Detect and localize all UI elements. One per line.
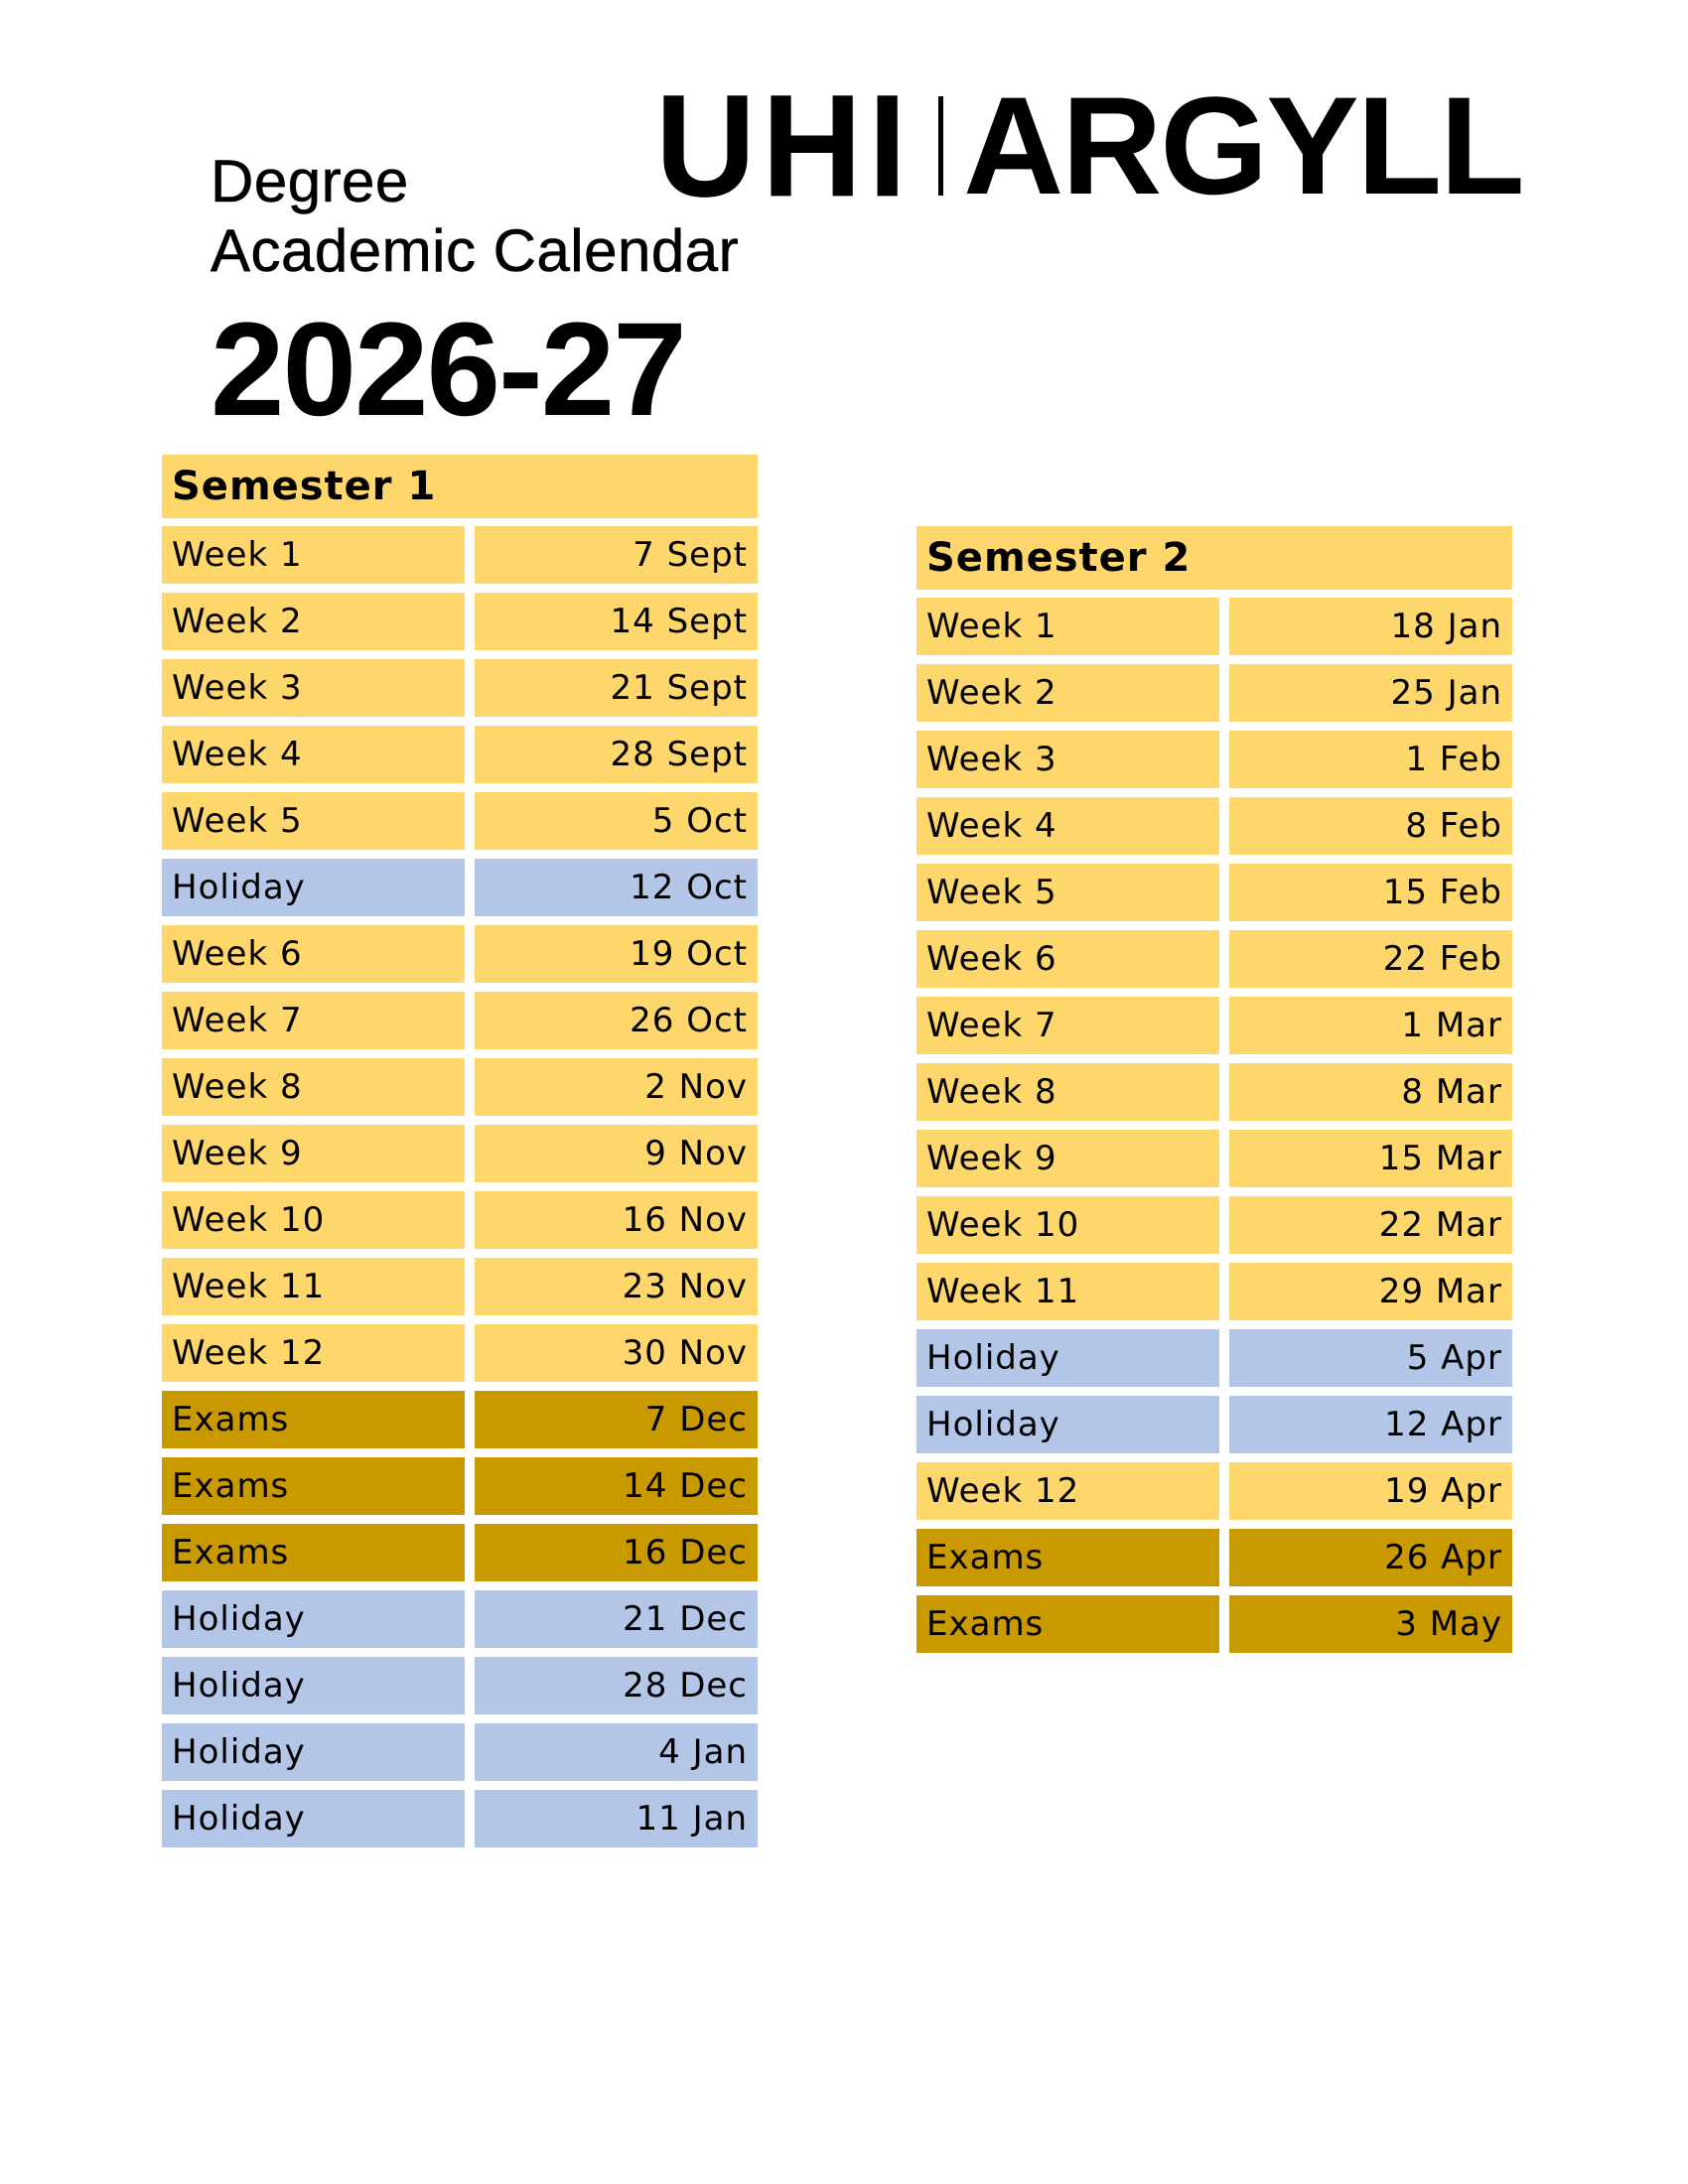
row-label: Week 10 <box>162 1191 465 1249</box>
row-date: 12 Apr <box>1229 1396 1512 1453</box>
row-date: 22 Mar <box>1229 1196 1512 1254</box>
row-label: Week 12 <box>162 1324 465 1382</box>
row-label: Exams <box>162 1524 465 1581</box>
row-label: Week 10 <box>916 1196 1219 1254</box>
semester-2-header: Semester 2 <box>916 526 1512 590</box>
row-date: 5 Apr <box>1229 1329 1512 1387</box>
row-label: Week 4 <box>162 726 465 783</box>
row-label: Week 11 <box>916 1263 1219 1320</box>
row-label: Holiday <box>162 1657 465 1714</box>
row-label: Week 2 <box>162 593 465 650</box>
academic-year: 2026-27 <box>211 296 685 444</box>
row-label: Holiday <box>162 1790 465 1847</box>
row-label: Week 7 <box>916 997 1219 1054</box>
semester-1-header: Semester 1 <box>162 455 758 518</box>
row-date: 21 Dec <box>475 1590 758 1648</box>
calendar-row-exams <box>916 1595 1512 1653</box>
row-label: Week 1 <box>162 526 465 584</box>
row-date: 28 Sept <box>475 726 758 783</box>
row-label: Week 11 <box>162 1258 465 1315</box>
row-date: 8 Feb <box>1229 797 1512 855</box>
calendar-row-week <box>916 997 1512 1054</box>
row-label: Week 9 <box>162 1125 465 1182</box>
uhi-argyll-logo <box>655 64 1523 227</box>
row-date: 26 Oct <box>475 992 758 1049</box>
row-date: 4 Jan <box>475 1723 758 1781</box>
semester-2-rows <box>916 598 1512 1653</box>
calendar-row-week <box>916 1063 1512 1121</box>
row-label: Week 6 <box>162 925 465 983</box>
semester-1-table <box>162 455 758 1856</box>
row-date: 15 Feb <box>1229 864 1512 921</box>
calendar-row-week <box>916 797 1512 855</box>
row-label: Week 5 <box>916 864 1219 921</box>
row-label: Week 3 <box>162 659 465 717</box>
row-label: Exams <box>916 1529 1219 1586</box>
row-date: 16 Dec <box>475 1524 758 1581</box>
calendar-row-week <box>162 792 758 850</box>
calendar-row-week <box>162 1125 758 1182</box>
row-label: Week 5 <box>162 792 465 850</box>
calendar-row-week <box>162 1058 758 1116</box>
row-date: 29 Mar <box>1229 1263 1512 1320</box>
row-date: 28 Dec <box>475 1657 758 1714</box>
row-date: 30 Nov <box>475 1324 758 1382</box>
calendar-row-week <box>916 1263 1512 1320</box>
row-label: Week 3 <box>916 731 1219 788</box>
document-title-line2: Academic Calendar <box>211 217 740 284</box>
row-date: 15 Mar <box>1229 1130 1512 1187</box>
row-date: 5 Oct <box>475 792 758 850</box>
semester-2-table <box>916 526 1512 1662</box>
logo-uhi: UHI <box>655 64 914 227</box>
calendar-row-week <box>916 664 1512 722</box>
calendar-row-holiday <box>916 1396 1512 1453</box>
row-date: 25 Jan <box>1229 664 1512 722</box>
row-date: 21 Sept <box>475 659 758 717</box>
row-label: Holiday <box>162 1723 465 1781</box>
calendar-row-week <box>916 731 1512 788</box>
row-label: Exams <box>162 1391 465 1448</box>
row-date: 1 Mar <box>1229 997 1512 1054</box>
row-label: Week 9 <box>916 1130 1219 1187</box>
logo-divider <box>938 96 943 196</box>
calendar-row-week <box>162 992 758 1049</box>
calendar-row-week <box>916 1462 1512 1520</box>
row-label: Exams <box>162 1457 465 1515</box>
row-label: Holiday <box>916 1329 1219 1387</box>
row-date: 18 Jan <box>1229 598 1512 655</box>
row-label: Week 2 <box>916 664 1219 722</box>
document-title-line1: Degree <box>211 148 409 214</box>
calendar-row-holiday <box>162 1657 758 1714</box>
calendar-row-week <box>916 1196 1512 1254</box>
row-date: 19 Apr <box>1229 1462 1512 1520</box>
calendar-row-holiday <box>162 1790 758 1847</box>
row-date: 23 Nov <box>475 1258 758 1315</box>
calendar-row-week <box>162 526 758 584</box>
row-label: Holiday <box>162 859 465 916</box>
row-label: Exams <box>916 1595 1219 1653</box>
row-date: 14 Dec <box>475 1457 758 1515</box>
row-date: 9 Nov <box>475 1125 758 1182</box>
logo-argyll: ARGYLL <box>963 68 1523 223</box>
calendar-row-exams <box>916 1529 1512 1586</box>
calendar-row-exams <box>162 1524 758 1581</box>
row-label: Week 7 <box>162 992 465 1049</box>
row-label: Holiday <box>162 1590 465 1648</box>
calendar-row-week <box>162 1324 758 1382</box>
calendar-row-week <box>916 930 1512 988</box>
row-label: Holiday <box>916 1396 1219 1453</box>
row-date: 8 Mar <box>1229 1063 1512 1121</box>
row-label: Week 8 <box>162 1058 465 1116</box>
calendar-row-holiday <box>916 1329 1512 1387</box>
semester-1-rows <box>162 526 758 1847</box>
calendar-row-week <box>162 726 758 783</box>
calendar-row-holiday <box>162 859 758 916</box>
row-date: 14 Sept <box>475 593 758 650</box>
row-label: Week 12 <box>916 1462 1219 1520</box>
row-label: Week 8 <box>916 1063 1219 1121</box>
calendar-row-week <box>162 659 758 717</box>
row-date: 3 May <box>1229 1595 1512 1653</box>
row-date: 12 Oct <box>475 859 758 916</box>
row-label: Week 6 <box>916 930 1219 988</box>
calendar-row-week <box>162 1191 758 1249</box>
row-date: 2 Nov <box>475 1058 758 1116</box>
row-label: Week 4 <box>916 797 1219 855</box>
calendar-row-week <box>162 1258 758 1315</box>
calendar-row-week <box>162 925 758 983</box>
row-date: 11 Jan <box>475 1790 758 1847</box>
row-label: Week 1 <box>916 598 1219 655</box>
calendar-row-exams <box>162 1457 758 1515</box>
calendar-row-week <box>916 598 1512 655</box>
calendar-row-exams <box>162 1391 758 1448</box>
row-date: 26 Apr <box>1229 1529 1512 1586</box>
calendar-row-week <box>916 864 1512 921</box>
calendar-row-holiday <box>162 1590 758 1648</box>
row-date: 22 Feb <box>1229 930 1512 988</box>
row-date: 1 Feb <box>1229 731 1512 788</box>
row-date: 7 Dec <box>475 1391 758 1448</box>
calendar-row-week <box>916 1130 1512 1187</box>
row-date: 7 Sept <box>475 526 758 584</box>
calendar-row-holiday <box>162 1723 758 1781</box>
row-date: 19 Oct <box>475 925 758 983</box>
row-date: 16 Nov <box>475 1191 758 1249</box>
calendar-row-week <box>162 593 758 650</box>
